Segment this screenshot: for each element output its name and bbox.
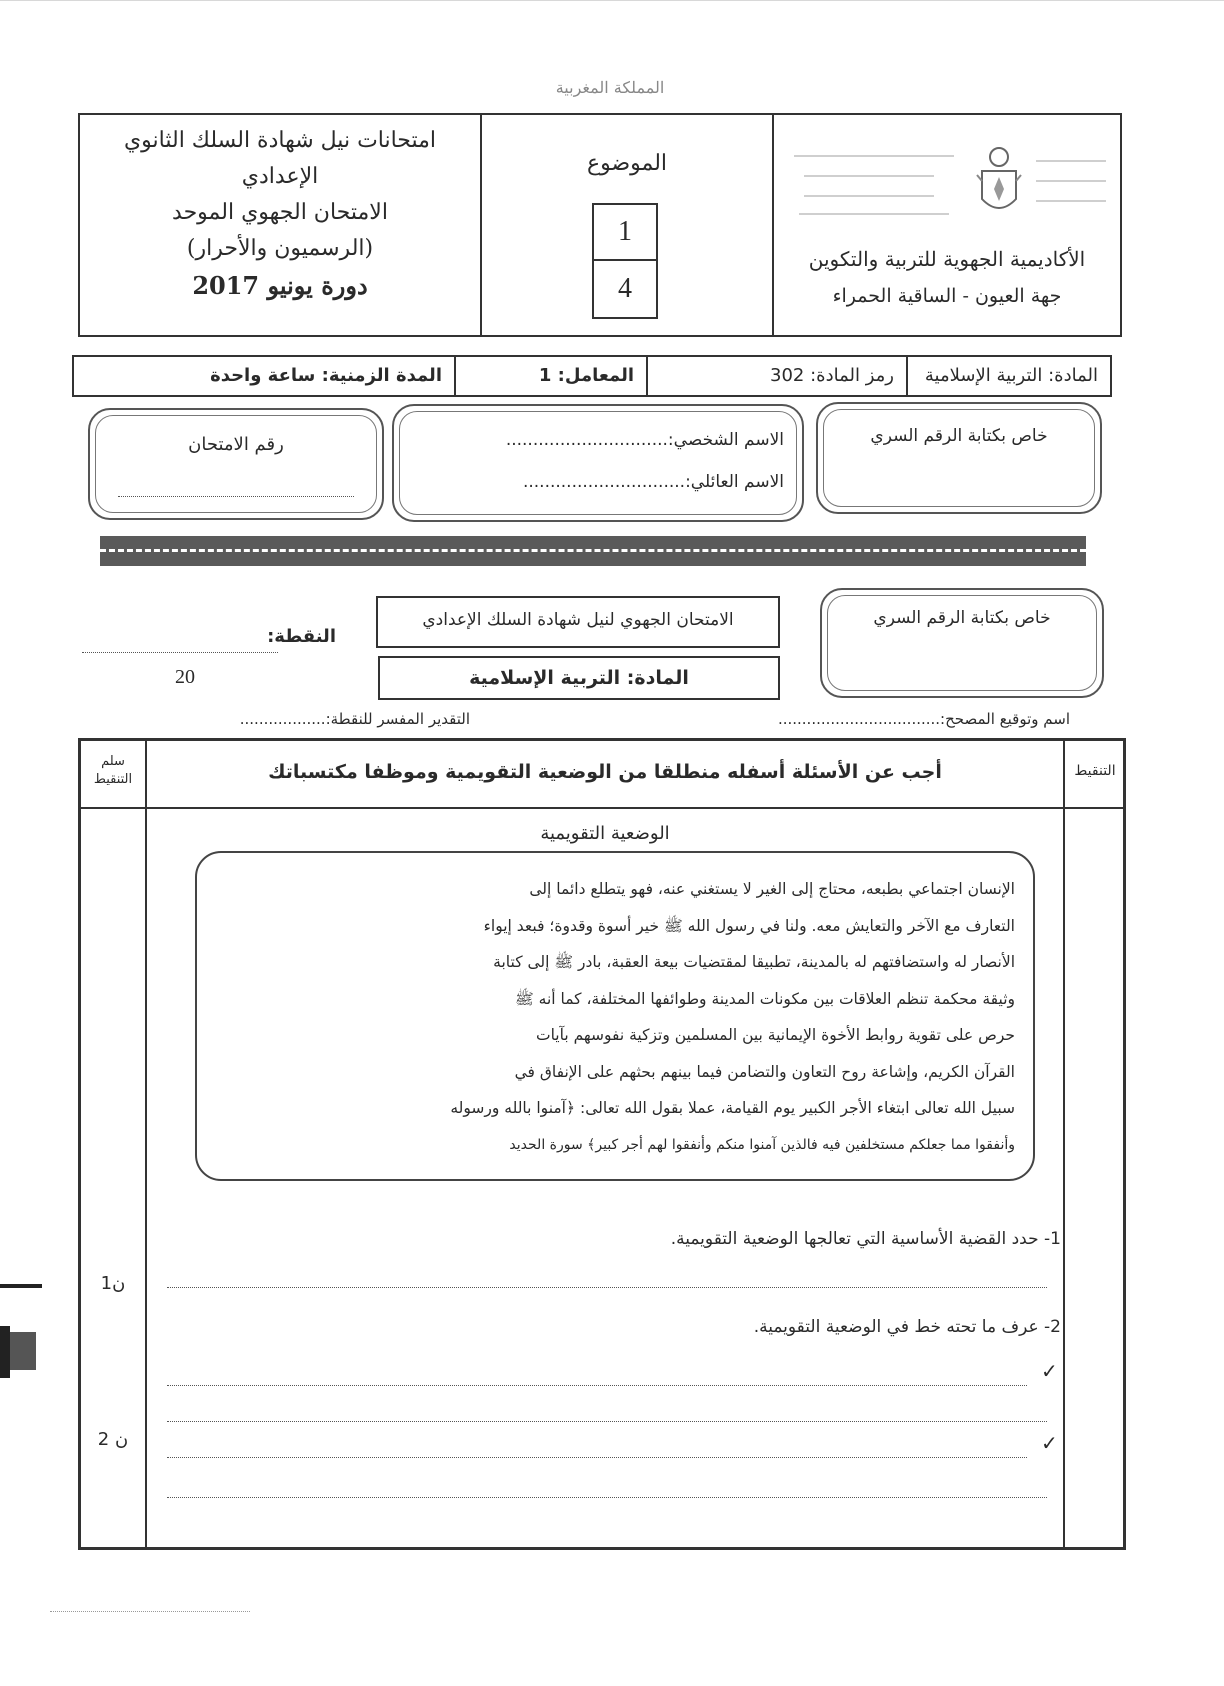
subject-code: رمز المادة: 302 <box>770 365 894 386</box>
question-2: 2- عرف ما تحته خط في الوضعية التقويمية. <box>753 1317 1061 1337</box>
checkmark-icon: ✓ <box>1041 1359 1058 1383</box>
scale-header: سلم التنقيط <box>93 754 133 787</box>
header-left-line: امتحانات نيل شهادة السلك الثانوي <box>123 128 437 153</box>
situation-text <box>219 871 1015 1163</box>
secret-number-label-2: خاص بكتابة الرقم السري <box>873 608 1051 628</box>
header-exam-info <box>80 123 480 333</box>
secret-number-box-2 <box>820 588 1104 698</box>
situation-line: سبيل الله تعالى ابتغاء الأجر الكبير يوم القيامة، عملا بقول الله تعالى: ﴿آمنوا بالله ورسوله <box>450 1099 1015 1117</box>
subject-info-row <box>72 355 1112 397</box>
header-box <box>78 113 1122 337</box>
header-subject-number <box>482 115 772 335</box>
exam-number-label: رقم الامتحان <box>188 434 284 455</box>
academy-region: جهة العيون - الساقية الحمراء <box>832 285 1062 307</box>
topic-label: الموضوع <box>586 151 668 176</box>
situation-line: الأنصار له واستضافتهم له بالمدينة، تطبيقا لمقتضيات بيعة العقبة، بادر ﷺ إلى كتابة <box>493 953 1015 971</box>
grade-label: النقطة: <box>267 626 336 647</box>
exam-title: الامتحان الجهوي لنيل شهادة السلك الإعدادي <box>422 610 734 630</box>
situation-title: الوضعية التقويمية <box>540 823 670 844</box>
answer-2b-line-2[interactable] <box>167 1497 1047 1498</box>
situation-line: وأنفقوا مما جعلكم مستخلفين فيه فالذين آمنوا منكم وأنفقوا لهم أجر كبير﴾ سورة الحديد <box>509 1136 1015 1153</box>
answer-2a-line-1[interactable] <box>167 1385 1027 1386</box>
topic-number-top: 1 <box>592 203 658 261</box>
exam-number-field[interactable] <box>118 496 354 497</box>
answer-table <box>78 738 1126 1550</box>
situation-line: التعارف مع الآخر والتعايش معه. ولنا في رسول الله ﷺ خير أسوة وقدوة؛ فبعد إيواء <box>483 916 1015 935</box>
first-name-field[interactable]: الاسم الشخصي:.............................. <box>505 430 784 450</box>
header-left-line: الإعدادي <box>241 164 319 189</box>
grading-header: التنقيط <box>1074 763 1116 779</box>
subject-title: المادة: التربية الإسلامية <box>469 667 689 689</box>
question-2-score: 2 ن <box>97 1429 129 1450</box>
answer-1-line[interactable] <box>167 1287 1047 1288</box>
scan-mark <box>0 1326 10 1378</box>
grade-comment-field[interactable]: التقدير المفسر للنقطة:.................. <box>239 710 470 728</box>
top-caption: المملكة المغربية <box>555 78 665 97</box>
secret-number-label: خاص بكتابة الرقم السري <box>870 426 1048 446</box>
coefficient: المعامل: 1 <box>538 365 634 386</box>
corrector-signature-field[interactable]: اسم وتوقيع المصحح:.................................. <box>777 710 1070 728</box>
header-academy <box>774 115 1120 335</box>
situation-box <box>195 851 1035 1181</box>
situation-line: حرص على تقوية روابط الأخوة الإيمانية بين المسلمين وتزكية نفوسهم بآيات <box>535 1026 1015 1044</box>
exam-title-box <box>376 596 780 648</box>
subject-name: المادة: التربية الإسلامية <box>924 365 1098 386</box>
answer-2a-line-2[interactable] <box>167 1421 1047 1422</box>
question-1-score: 1ن <box>100 1273 126 1294</box>
situation-line: الإنسان اجتماعي بطبعه، محتاج إلى الغير لا يستغني عنه، فهو يتطلع دائما إلى <box>529 880 1015 898</box>
header-left-line: (الرسميون والأحرار) <box>186 236 374 261</box>
checkmark-icon: ✓ <box>1041 1431 1058 1455</box>
secret-number-box <box>816 402 1102 514</box>
scan-mark <box>10 1332 36 1370</box>
header-session: دورة يونيو 2017 <box>192 271 368 300</box>
header-left-line: الامتحان الجهوي الموحد <box>172 200 388 225</box>
scan-mark <box>0 1284 42 1288</box>
exam-number-box <box>88 408 384 520</box>
duration: المدة الزمنية: ساعة واحدة <box>210 365 442 386</box>
topic-number-bottom: 4 <box>592 259 658 319</box>
answer-2b-line-1[interactable] <box>167 1457 1027 1458</box>
cut-strip <box>100 536 1086 566</box>
grade-total: 20 <box>175 666 195 688</box>
candidate-name-box <box>392 404 804 522</box>
coat-of-arms-icon <box>974 141 1024 223</box>
situation-line: القرآن الكريم، وإشاعة روح التعاون والتضامن فيما بينهم بحثهم على الإنفاق في <box>514 1062 1015 1081</box>
situation-line: وثيقة محكمة تنظم العلاقات بين مكونات المدينة وطوائفها المختلفة، كما أنه ﷺ <box>514 989 1015 1008</box>
instruction: أجب عن الأسئلة أسفله منطلقا من الوضعية التقويمية وموظفا مكتسباتك <box>268 761 942 783</box>
last-name-field[interactable]: الاسم العائلي:.............................. <box>522 472 784 492</box>
subject-title-box <box>378 656 780 700</box>
question-1: 1- حدد القضية الأساسية التي تعالجها الوضعية التقويمية. <box>670 1229 1061 1249</box>
academy-name: الأكاديمية الجهوية للتربية والتكوين <box>808 247 1086 271</box>
grade-field[interactable] <box>82 652 278 653</box>
